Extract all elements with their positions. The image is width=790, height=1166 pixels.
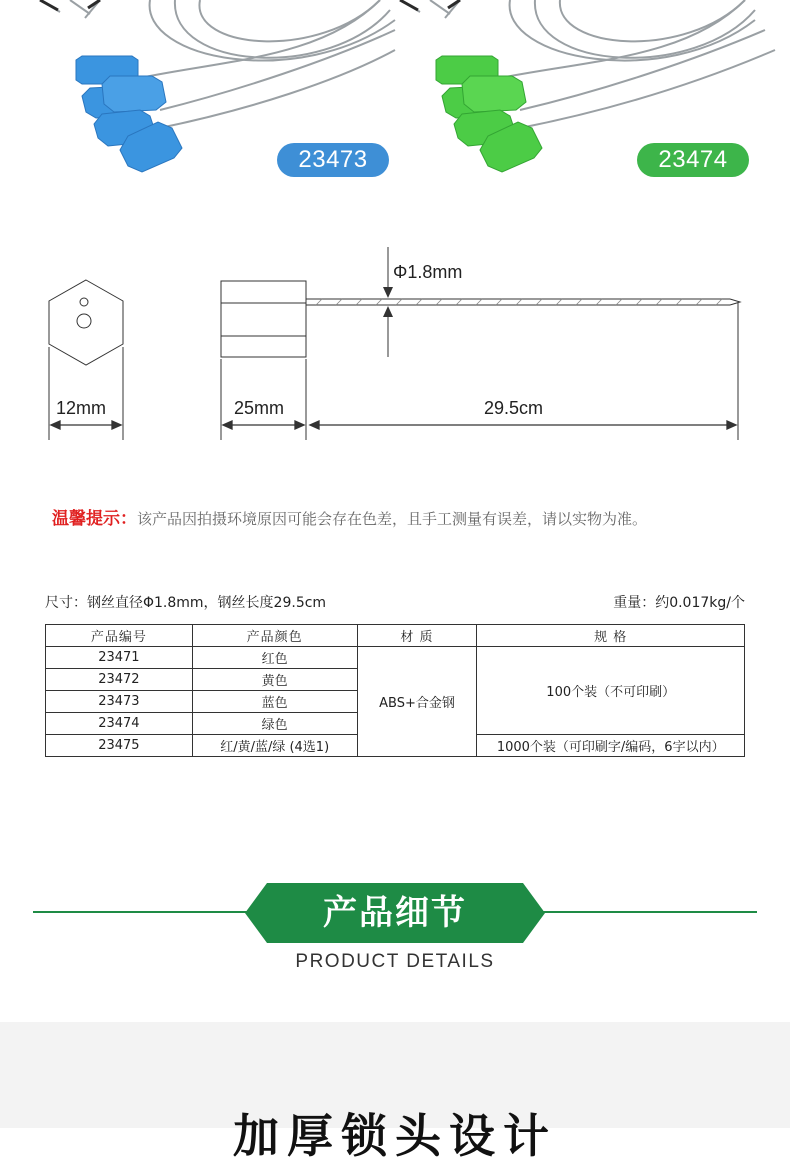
product-photo-blue <box>0 0 395 200</box>
hex-end-view <box>49 280 123 365</box>
head-side-view <box>221 281 306 357</box>
row-color: 黄色 <box>192 669 357 691</box>
product-code-badge-blue: 23473 <box>277 143 389 177</box>
product-photo-green <box>395 0 790 200</box>
section-divider-right <box>541 911 757 913</box>
wire-diameter-label: Φ1.8mm <box>393 262 463 282</box>
header-color: 产品颜色 <box>192 625 357 647</box>
table-row <box>46 647 745 669</box>
section-subtitle: PRODUCT DETAILS <box>295 951 495 972</box>
section-title: 产品细节 <box>323 893 467 933</box>
pack-standard-cell: 100个装（不可印刷） <box>477 647 745 735</box>
row-code: 23472 <box>46 669 193 691</box>
row-color: 红色 <box>192 647 357 669</box>
section-divider-left <box>33 911 249 913</box>
row-color: 红/黄/蓝/绿 (4选1) <box>192 735 357 757</box>
size-spec: 尺寸：钢丝直径Φ1.8mm，钢丝长度29.5cm <box>45 595 327 611</box>
color-difference-notice <box>52 504 647 529</box>
wire-twist-marks <box>316 299 722 305</box>
weight-spec: 重量：约0.017kg/个 <box>613 595 745 611</box>
head-length-label: 25mm <box>234 398 285 418</box>
material-cell: ABS+合金钢 <box>357 647 477 757</box>
dimension-diagram <box>0 235 790 450</box>
header-material: 材 质 <box>357 625 477 647</box>
notice-title: 温馨提示： <box>52 509 137 529</box>
spec-table <box>45 624 745 757</box>
row-code: 23474 <box>46 713 193 735</box>
wire-length-label: 29.5cm <box>484 398 544 418</box>
spec-table-header <box>46 625 745 647</box>
row-code: 23473 <box>46 691 193 713</box>
next-section-title: 加厚锁头设计 <box>233 1109 557 1163</box>
notice-body: 该产品因拍摄环境原因可能会存在色差，且手工测量有误差，请以实物为准。 <box>137 510 648 528</box>
header-spec: 规 格 <box>477 625 745 647</box>
row-color: 绿色 <box>192 713 357 735</box>
product-code-badge-green: 23474 <box>637 143 749 177</box>
row-color: 蓝色 <box>192 691 357 713</box>
next-section-panel <box>0 1022 790 1163</box>
hex-width-label: 12mm <box>56 398 107 418</box>
header-code: 产品编号 <box>46 625 193 647</box>
row-code: 23475 <box>46 735 193 757</box>
pack-custom-cell: 1000个装（可印刷字/编码，6字以内） <box>477 735 745 757</box>
row-code: 23471 <box>46 647 193 669</box>
